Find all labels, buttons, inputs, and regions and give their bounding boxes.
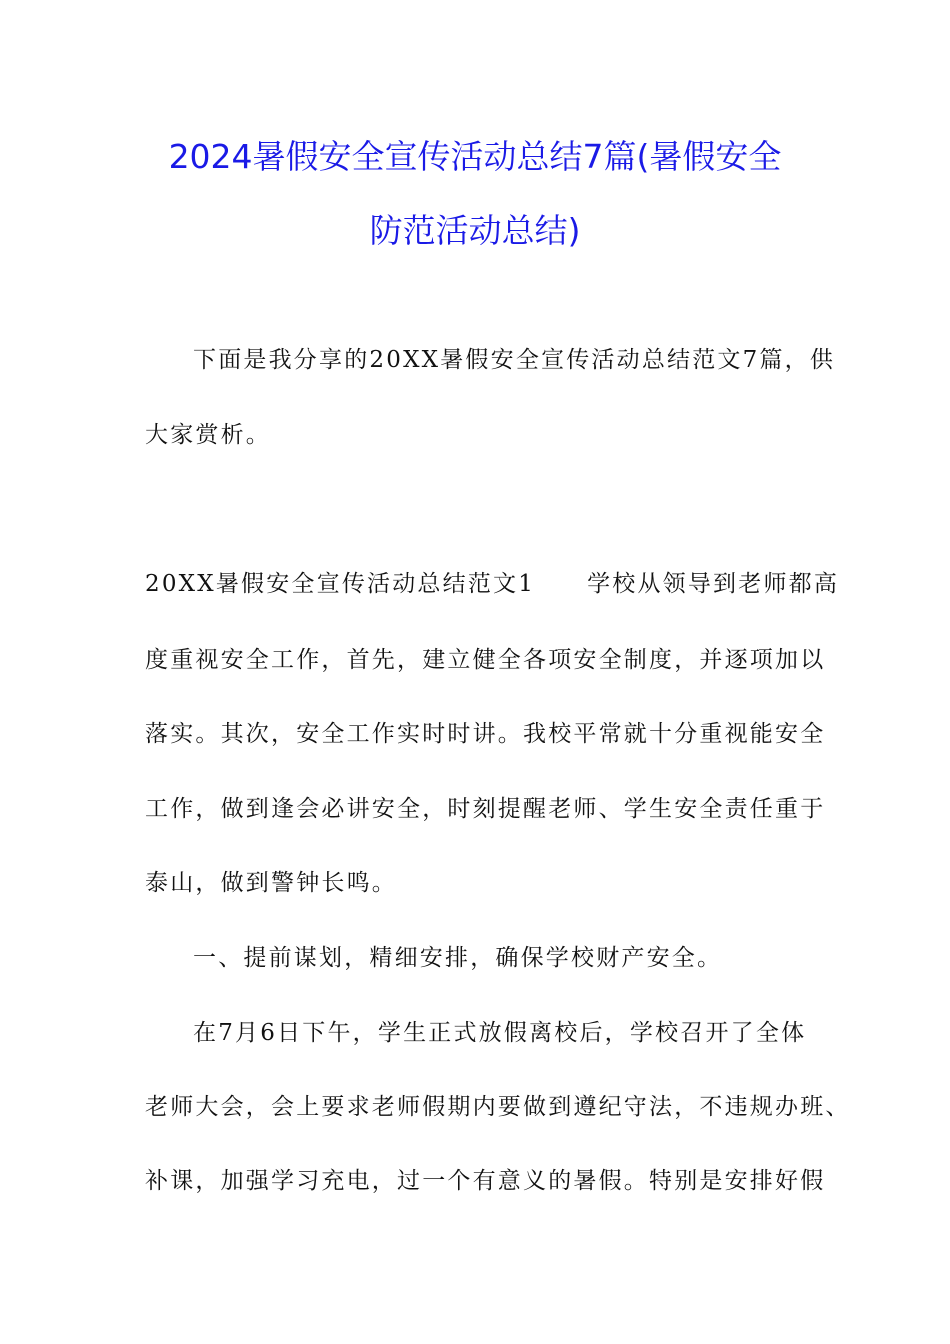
section-line-5: 泰山，做到警钟长鸣。 [145, 870, 397, 896]
section-line-4: 工作，做到逢会必讲安全，时刻提醒老师、学生安全责任重于 [145, 796, 826, 822]
section-first-line [145, 569, 840, 599]
paragraph-line-2: 老师大会，会上要求老师假期内要做到遵纪守法，不违规办班、 [145, 1094, 851, 1120]
section-line-1-rest: 学校从领导到老师都高 [587, 571, 840, 597]
intro-line-2: 大家赏析。 [145, 422, 271, 448]
paragraph-line-3: 补课，加强学习充电，过一个有意义的暑假。特别是安排好假 [145, 1168, 826, 1194]
point-1-heading: 一、提前谋划，精细安排，确保学校财产安全。 [193, 945, 723, 971]
paragraph-line-1: 在7月6日下午，学生正式放假离校后，学校召开了全体 [193, 1020, 807, 1046]
document-title-line-2: 防范活动总结) [369, 211, 581, 250]
section-line-2: 度重视安全工作，首先，建立健全各项安全制度，并逐项加以 [145, 647, 826, 673]
section-heading: 20XX暑假安全宣传活动总结范文1 [145, 571, 536, 597]
document-title-line-1: 2024暑假安全宣传活动总结7篇(暑假安全 [168, 137, 782, 176]
intro-line-1: 下面是我分享的20XX暑假安全宣传活动总结范文7篇，供 [193, 347, 836, 373]
section-line-3: 落实。其次，安全工作实时时讲。我校平常就十分重视能安全 [145, 721, 826, 747]
